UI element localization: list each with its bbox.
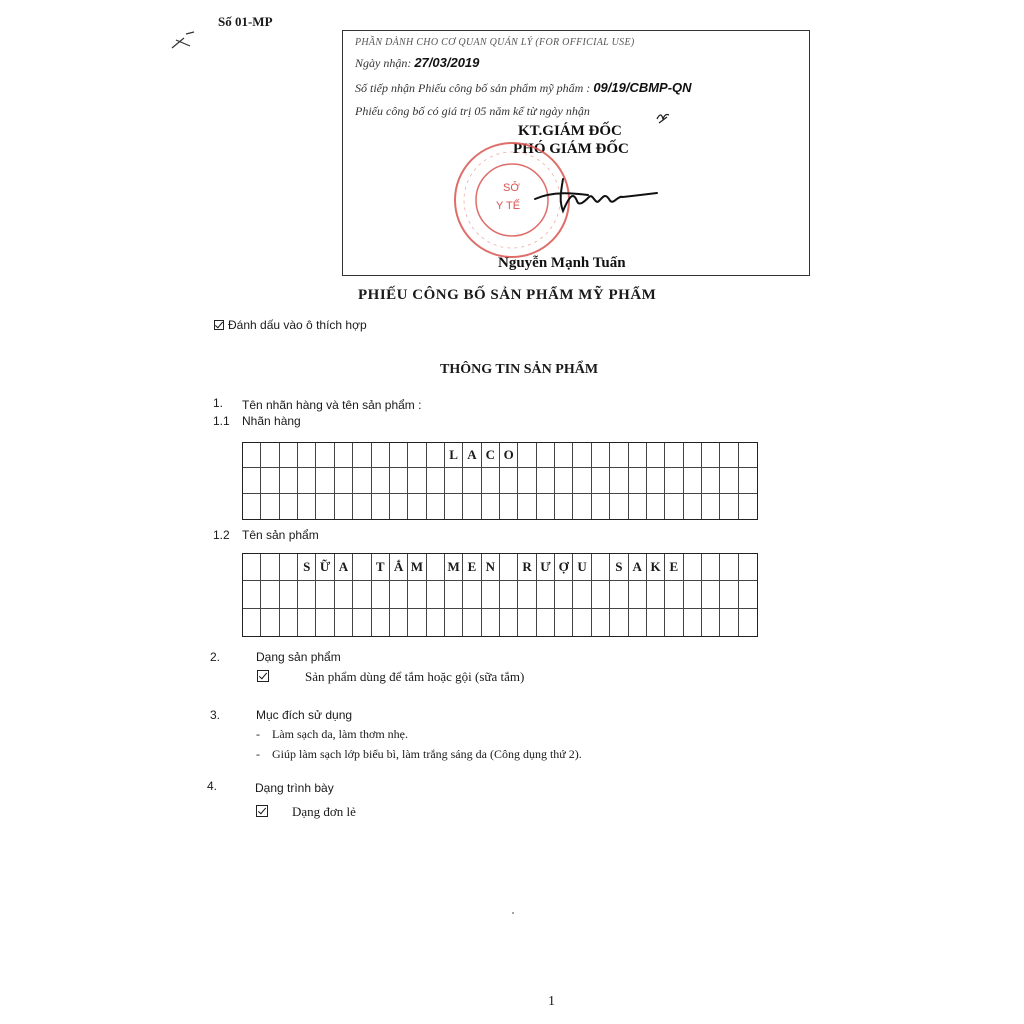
grid-cell: [427, 443, 445, 468]
grid-cell: [261, 494, 279, 519]
check-note: [214, 318, 367, 332]
grid-cell: [316, 609, 334, 636]
grid-cell: [518, 494, 536, 519]
grid-cell: [629, 581, 647, 608]
grid-cell: Ữ: [316, 554, 334, 581]
grid-cell: [684, 554, 702, 581]
grid-cell: [408, 494, 426, 519]
grid-cell: [463, 494, 481, 519]
purpose-bullet-text: Làm sạch da, làm thơm nhẹ.: [272, 727, 408, 741]
grid-cell: [684, 581, 702, 608]
grid-cell: [573, 468, 591, 493]
grid-cell: [353, 581, 371, 608]
grid-cell: [280, 554, 298, 581]
item2-label: Dạng sản phẩm: [256, 650, 341, 664]
grid-cell: M: [445, 554, 463, 581]
grid-cell: T: [372, 554, 390, 581]
grid-cell: [720, 554, 738, 581]
grid-cell: [335, 581, 353, 608]
grid-cell: [372, 609, 390, 636]
grid-cell: [427, 609, 445, 636]
grid-cell: [243, 468, 261, 493]
validity-line: Phiếu công bố có giá trị 05 năm kể từ ngày nhận: [355, 104, 590, 118]
grid-cell: [280, 581, 298, 608]
item12-label: Tên sản phẩm: [242, 528, 319, 542]
grid-cell: [610, 609, 628, 636]
signer-name: Nguyễn Mạnh Tuấn: [498, 255, 626, 271]
grid-cell: [427, 554, 445, 581]
grid-cell: [243, 554, 261, 581]
official-use-box: [342, 30, 810, 276]
grid-cell: [720, 443, 738, 468]
grid-cell: [573, 609, 591, 636]
grid-cell: [739, 554, 757, 581]
item2-number: 2.: [210, 650, 221, 664]
grid-cell: [500, 468, 518, 493]
grid-cell: [573, 494, 591, 519]
grid-cell: [390, 443, 408, 468]
grid-cell: [647, 468, 665, 493]
item1-number: 1.: [213, 396, 224, 410]
grid-cell: [684, 468, 702, 493]
grid-cell: [482, 581, 500, 608]
product-form-option-text: Sản phẩm dùng để tắm hoặc gội (sữa tắm): [305, 669, 525, 684]
product-form-option: [257, 669, 524, 685]
grid-cell: [408, 609, 426, 636]
grid-cell: [261, 581, 279, 608]
presentation-option-text: Dạng đơn lẻ: [292, 804, 356, 819]
grid-cell: [555, 443, 573, 468]
grid-cell: [445, 581, 463, 608]
grid-cell: [427, 581, 445, 608]
grid-cell: [353, 494, 371, 519]
grid-cell: A: [335, 554, 353, 581]
grid-cell: [261, 468, 279, 493]
grid-cell: S: [298, 554, 316, 581]
grid-cell: [463, 609, 481, 636]
grid-cell: [647, 609, 665, 636]
grid-cell: [702, 581, 720, 608]
item11-number: 1.1: [213, 414, 230, 428]
grid-cell: C: [482, 443, 500, 468]
grid-cell: [408, 443, 426, 468]
section-title: THÔNG TIN SẢN PHẨM: [440, 362, 599, 377]
grid-cell: [592, 581, 610, 608]
grid-cell: E: [463, 554, 481, 581]
grid-cell: [482, 609, 500, 636]
grid-cell: U: [573, 554, 591, 581]
registration-number: 09/19/CBMP-QN: [593, 80, 692, 95]
purpose-bullet-text: Giúp làm sạch lớp biểu bì, làm trắng sáng da (Công dụng thứ 2).: [272, 747, 582, 761]
grid-cell: [316, 443, 334, 468]
initial-mark: [655, 109, 671, 125]
grid-cell: [665, 609, 683, 636]
scan-speck: [512, 912, 514, 914]
grid-cell: [629, 468, 647, 493]
grid-cell: Ư: [537, 554, 555, 581]
grid-cell: [261, 443, 279, 468]
checkbox-icon: [214, 320, 224, 330]
received-label: Ngày nhận:: [355, 56, 412, 70]
grid-cell: [280, 609, 298, 636]
grid-cell: [537, 443, 555, 468]
grid-cell: E: [665, 554, 683, 581]
grid-cell: [592, 443, 610, 468]
grid-cell: [261, 554, 279, 581]
received-date: 27/03/2019: [414, 55, 480, 70]
grid-cell: [445, 494, 463, 519]
signer-title-kt: KT.GIÁM ĐỐC: [518, 123, 622, 139]
grid-cell: Ợ: [555, 554, 573, 581]
grid-cell: [537, 581, 555, 608]
grid-cell: [702, 468, 720, 493]
grid-cell: [372, 468, 390, 493]
grid-cell: [316, 494, 334, 519]
item12-number: 1.2: [213, 528, 230, 542]
grid-cell: [647, 443, 665, 468]
grid-cell: [610, 468, 628, 493]
grid-cell: [518, 609, 536, 636]
page-number: 1: [548, 994, 555, 1009]
grid-cell: A: [463, 443, 481, 468]
grid-cell: [647, 581, 665, 608]
grid-cell: [353, 443, 371, 468]
grid-cell: [427, 494, 445, 519]
grid-cell: [335, 443, 353, 468]
item4-label: Dạng trình bày: [255, 781, 334, 795]
grid-cell: [353, 554, 371, 581]
purpose-bullet: - Làm sạch da, làm thơm nhẹ.: [256, 727, 408, 741]
grid-cell: [500, 581, 518, 608]
item3-label: Mục đích sử dụng: [256, 708, 353, 722]
brand-name-grid: [242, 442, 758, 520]
grid-cell: [408, 581, 426, 608]
grid-cell: [684, 609, 702, 636]
stamp-text-yte: Y TẾ: [496, 200, 521, 212]
grid-cell: [665, 581, 683, 608]
grid-cell: [610, 581, 628, 608]
grid-cell: [280, 443, 298, 468]
grid-cell: [372, 494, 390, 519]
received-date-line: [355, 55, 479, 71]
grid-cell: [280, 468, 298, 493]
grid-cell: [500, 609, 518, 636]
purpose-bullet: - Giúp làm sạch lớp biểu bì, làm trắng sáng da (Công dụng thứ 2).: [256, 747, 582, 761]
grid-cell: [518, 468, 536, 493]
grid-cell: [298, 581, 316, 608]
grid-cell: [537, 468, 555, 493]
grid-cell: L: [445, 443, 463, 468]
grid-cell: [353, 468, 371, 493]
grid-cell: [500, 554, 518, 581]
grid-cell: [739, 443, 757, 468]
form-code: Số 01-MP: [218, 14, 273, 29]
grid-cell: [665, 468, 683, 493]
grid-cell: [372, 581, 390, 608]
grid-cell: [739, 468, 757, 493]
grid-cell: [573, 443, 591, 468]
grid-cell: [390, 468, 408, 493]
presentation-option: [256, 804, 356, 820]
check-note-text: Đánh dấu vào ô thích hợp: [228, 318, 367, 332]
checkbox-icon: [257, 670, 269, 682]
grid-cell: [427, 468, 445, 493]
grid-cell: [408, 468, 426, 493]
grid-cell: [316, 468, 334, 493]
grid-cell: [353, 609, 371, 636]
grid-cell: [261, 609, 279, 636]
grid-cell: [592, 468, 610, 493]
grid-cell: [298, 494, 316, 519]
grid-cell: [372, 443, 390, 468]
grid-cell: [500, 494, 518, 519]
signer-title-deputy: PHÓ GIÁM ĐỐC: [513, 141, 629, 157]
grid-cell: [463, 468, 481, 493]
grid-cell: [739, 609, 757, 636]
grid-cell: [445, 609, 463, 636]
grid-cell: [335, 468, 353, 493]
grid-cell: [739, 494, 757, 519]
grid-cell: [390, 581, 408, 608]
grid-cell: [665, 443, 683, 468]
item11-label: Nhãn hàng: [242, 414, 301, 428]
grid-cell: [555, 494, 573, 519]
registration-line: [355, 80, 692, 96]
grid-cell: [592, 554, 610, 581]
grid-cell: [463, 581, 481, 608]
grid-cell: [720, 468, 738, 493]
grid-cell: [610, 443, 628, 468]
grid-cell: [573, 581, 591, 608]
grid-cell: [335, 494, 353, 519]
grid-cell: [243, 494, 261, 519]
grid-cell: [684, 443, 702, 468]
grid-cell: [702, 494, 720, 519]
grid-cell: [280, 494, 298, 519]
grid-cell: A: [629, 554, 647, 581]
grid-cell: [592, 494, 610, 519]
grid-cell: [647, 494, 665, 519]
grid-cell: O: [500, 443, 518, 468]
grid-cell: [555, 609, 573, 636]
grid-cell: R: [518, 554, 536, 581]
grid-cell: [629, 494, 647, 519]
grid-cell: [720, 581, 738, 608]
item3-number: 3.: [210, 708, 221, 722]
grid-cell: [243, 581, 261, 608]
grid-cell: [335, 609, 353, 636]
grid-cell: [610, 494, 628, 519]
grid-cell: [243, 443, 261, 468]
grid-cell: [445, 468, 463, 493]
registration-label: Số tiếp nhận Phiếu công bố sản phẩm mỹ phẩm :: [355, 81, 591, 95]
grid-cell: M: [408, 554, 426, 581]
grid-cell: [518, 581, 536, 608]
grid-cell: [316, 581, 334, 608]
grid-cell: [684, 494, 702, 519]
item4-number: 4.: [207, 779, 218, 793]
stamp-text-so: SỞ: [503, 182, 520, 194]
signature: [533, 171, 663, 221]
grid-cell: [592, 609, 610, 636]
grid-cell: [629, 443, 647, 468]
grid-cell: [555, 468, 573, 493]
handwritten-mark: [170, 30, 200, 52]
item1-label: Tên nhãn hàng và tên sản phẩm :: [242, 398, 422, 412]
grid-cell: [243, 609, 261, 636]
grid-cell: [482, 494, 500, 519]
grid-cell: [720, 494, 738, 519]
official-use-heading: PHẦN DÀNH CHO CƠ QUAN QUẢN LÝ (FOR OFFICIAL USE): [355, 37, 635, 48]
grid-cell: [702, 554, 720, 581]
grid-cell: [390, 609, 408, 636]
grid-cell: S: [610, 554, 628, 581]
document-title: PHIẾU CÔNG BỐ SẢN PHẨM MỸ PHẨM: [358, 287, 657, 303]
grid-cell: [298, 443, 316, 468]
grid-cell: [298, 609, 316, 636]
grid-cell: K: [647, 554, 665, 581]
grid-cell: [390, 494, 408, 519]
grid-cell: [482, 468, 500, 493]
grid-cell: [537, 494, 555, 519]
grid-cell: Ắ: [390, 554, 408, 581]
grid-cell: [629, 609, 647, 636]
grid-cell: [739, 581, 757, 608]
grid-cell: [518, 443, 536, 468]
grid-cell: [555, 581, 573, 608]
grid-cell: [720, 609, 738, 636]
grid-cell: [537, 609, 555, 636]
grid-cell: N: [482, 554, 500, 581]
checkbox-icon: [256, 805, 268, 817]
product-name-grid: [242, 553, 758, 637]
grid-cell: [702, 609, 720, 636]
grid-cell: [298, 468, 316, 493]
grid-cell: [665, 494, 683, 519]
grid-cell: [702, 443, 720, 468]
